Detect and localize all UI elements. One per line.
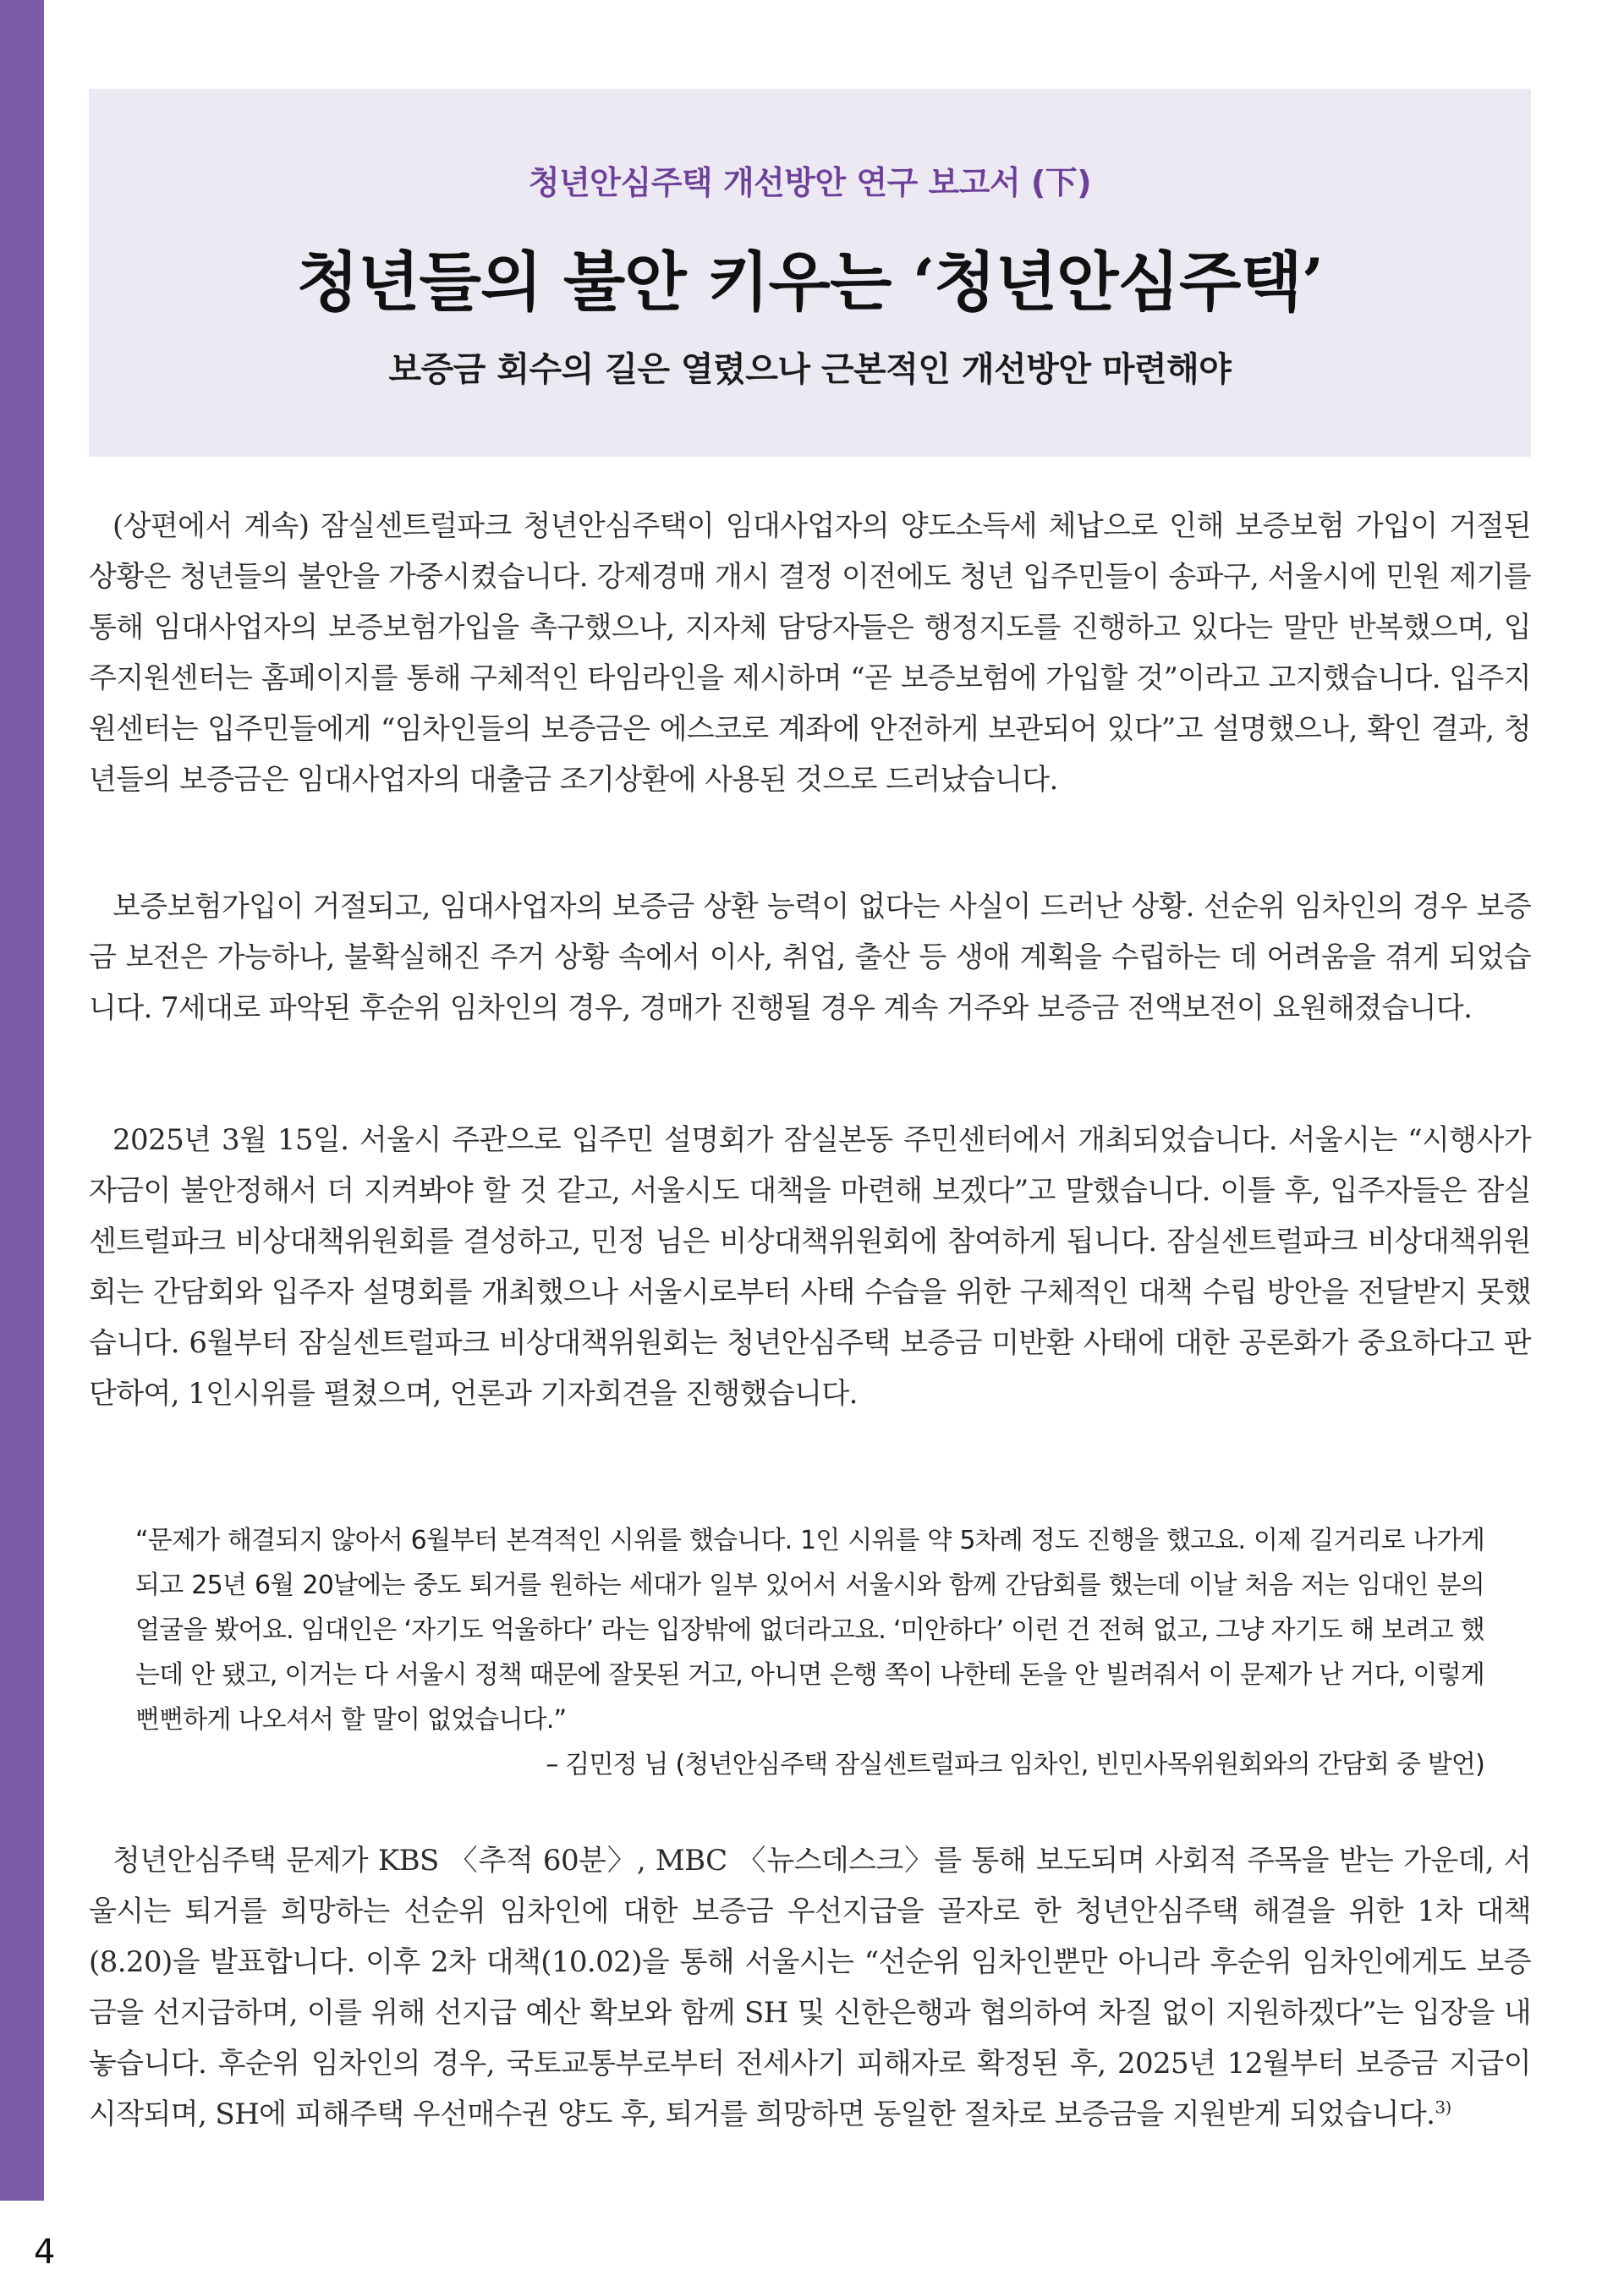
page-number: 4	[34, 2233, 56, 2272]
interview-quote	[135, 1518, 1484, 1787]
article-title: 청년들의 불안 키우는 ‘청년안심주택’	[296, 244, 1324, 320]
series-kicker: 청년안심주택 개선방안 연구 보고서 (下)	[528, 164, 1092, 201]
body-paragraph	[89, 1835, 1531, 2140]
body-paragraph-text: 청년안심주택 문제가 KBS 〈추적 60분〉, MBC 〈뉴스데스크〉를 통해 보도되며 사회적 주목을 받는 가운데, 서울시는 퇴거를 희망하는 선순위 임차인에 대한 보증금 우선지급을 골자로 한 청년안심주택 해결을 위한 1차 대책(8.20)을 발표합니다. 이후 2차 대책(10.02)을 통해 서울시는 “선순위 임차인뿐만 아니라 후순위 임차인에게도 보증금을 선지급하며, 이를 위해 선지급 예산 확보와 함께 SH 및 신한은행과 협의하여 차질 없이 지원하겠다”는 입장을 내놓습니다. 후순위 임차인의 경우, 국토교통부로부터 전세사기 피해자로 확정된 후, 2025년 12월부터 보증금 지급이 시작되며, SH에 피해주택 우선매수권 양도 후, 퇴거를 희망하면 동일한 절차로 보증금을 지원받게 되었습니다.	[89, 1844, 1531, 2131]
body-paragraph: 보증보험가입이 거절되고, 임대사업자의 보증금 상환 능력이 없다는 사실이 드러난 상황. 선순위 임차인의 경우 보증금 보전은 가능하나, 불확실해진 주거 상황 속에서 이사, 취업, 출산 등 생애 계획을 수립하는 데 어려움을 겪게 되었습니다. 7세대로 파악된 후순위 임차인의 경우, 경매가 진행될 경우 계속 거주와 보증금 전액보전이 요원해졌습니다.	[89, 890, 1531, 1025]
quote-attribution: – 김민정 님 (청년안심주택 잠실센트럴파크 임차인, 빈민사목위원회와의 간담회 중 발언)	[546, 1750, 1484, 1779]
quote-text: “문제가 해결되지 않아서 6월부터 본격적인 시위를 했습니다. 1인 시위를 약 5차례 정도 진행을 했고요. 이제 길거리로 나가게 되고 25년 6월 20날에는 중도 퇴거를 원하는 세대가 일부 있어서 서울시와 함께 간담회를 했는데 이날 처음 저는 임대인 분의 얼굴을 봤어요. 임대인은 ‘자기도 억울하다’ 라는 입장밖에 없더라고요. ‘미안하다’ 이런 건 전혀 없고, 그냥 자기도 해 보려고 했는데 안 됐고, 이거는 다 서울시 정책 때문에 잘못된 거고, 아니면 은행 쪽이 나한테 돈을 안 빌려줘서 이 문제가 난 거다, 이렇게 뻔뻔하게 나오셔서 할 말이 없었습니다.”	[135, 1526, 1484, 1735]
body-paragraph: (상편에서 계속) 잠실센트럴파크 청년안심주택이 임대사업자의 양도소득세 체납으로 인해 보증보험 가입이 거절된 상황은 청년들의 불안을 가중시켰습니다. 강제경매 개시 결정 이전에도 청년 입주민들이 송파구, 서울시에 민원 제기를 통해 임대사업자의 보증보험가입을 촉구했으나, 지자체 담당자들은 행정지도를 진행하고 있다는 말만 반복했으며, 입주지원센터는 홈페이지를 통해 구체적인 타임라인을 제시하며 “곧 보증보험에 가입할 것”이라고 고지했습니다. 입주지원센터는 입주민들에게 “임차인들의 보증금은 에스코로 계좌에 안전하게 보관되어 있다”고 설명했으나, 확인 결과, 청년들의 보증금은 임대사업자의 대출금 조기상환에 사용된 것으로 드러났습니다.	[89, 509, 1531, 797]
side-accent-bar	[0, 0, 44, 2201]
article-header	[89, 89, 1531, 457]
body-paragraph: 2025년 3월 15일. 서울시 주관으로 입주민 설명회가 잠실본동 주민센터에서 개최되었습니다. 서울시는 “시행사가 자금이 불안정해서 더 지켜봐야 할 것 같고, 서울시도 대책을 마련해 보겠다”고 말했습니다. 이틀 후, 입주자들은 잠실센트럴파크 비상대책위원회를 결성하고, 민정 님은 비상대책위원회에 참여하게 됩니다. 잠실센트럴파크 비상대책위원회는 간담회와 입주자 설명회를 개최했으나 서울시로부터 사태 수습을 위한 구체적인 대책 수립 방안을 전달받지 못했습니다. 6월부터 잠실센트럴파크 비상대책위원회는 청년안심주택 보증금 미반환 사태에 대한 공론화가 중요하다고 판단하여, 1인시위를 펼쳤으며, 언론과 기자회견을 진행했습니다.	[89, 1123, 1531, 1411]
article-subtitle: 보증금 회수의 길은 열렸으나 근본적인 개선방안 마련해야	[388, 350, 1232, 389]
footnote-reference[interactable]: 3)	[1435, 2097, 1451, 2118]
